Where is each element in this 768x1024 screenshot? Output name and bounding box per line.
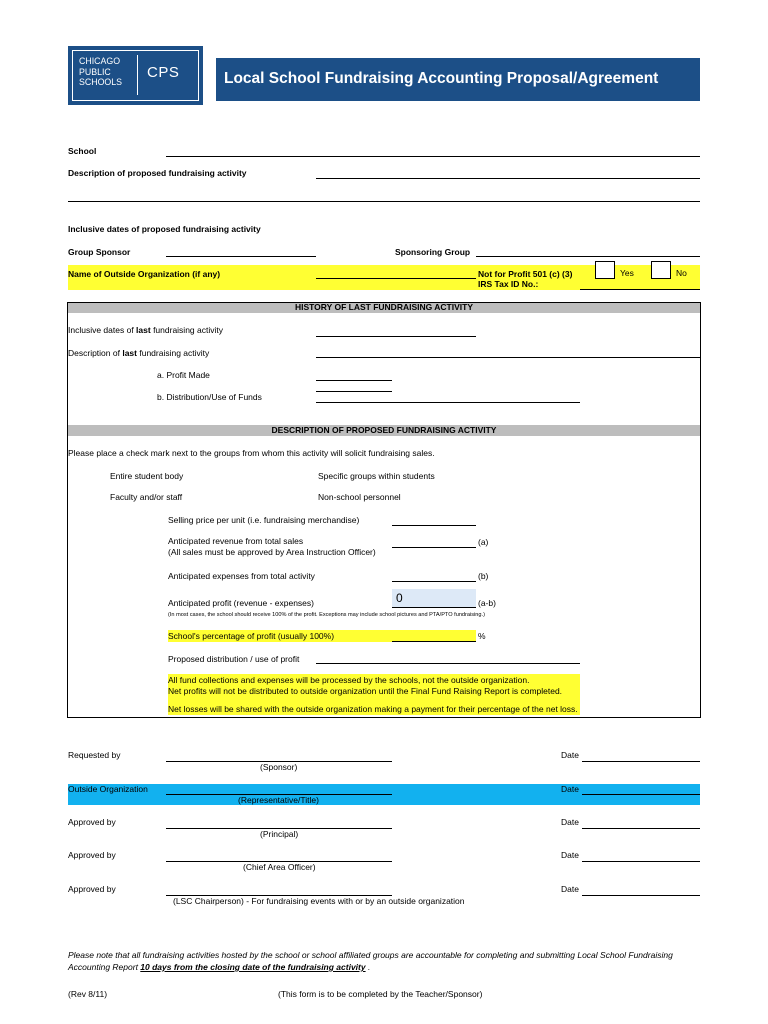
- principal-caption: (Principal): [260, 829, 299, 839]
- principal-date-field[interactable]: [582, 828, 700, 829]
- group-sponsor-label: Group Sponsor: [68, 247, 131, 257]
- outside-org-date-field[interactable]: [582, 794, 700, 795]
- description-label: Description of proposed fundraising activity: [68, 168, 247, 178]
- profit-made-field[interactable]: [316, 380, 392, 381]
- revenue-tag: (a): [478, 537, 489, 547]
- description-field[interactable]: [316, 178, 700, 179]
- note-fund-collections: All fund collections and expenses will be processed by the schools, not the outside organization.: [168, 675, 530, 685]
- requested-date-label: Date: [561, 750, 579, 760]
- entire-student-body-option[interactable]: Entire student body: [110, 471, 184, 481]
- note-net-losses: Net losses will be shared with the outside organization making a payment for their percentage of the net loss.: [168, 704, 578, 714]
- principal-date-label: Date: [561, 817, 579, 827]
- lsc-date-label: Date: [561, 884, 579, 894]
- proposed-heading: DESCRIPTION OF PROPOSED FUNDRAISING ACTIVITY: [271, 425, 497, 435]
- school-pct-field[interactable]: [392, 641, 476, 642]
- irs-tax-id-label: IRS Tax ID No.:: [478, 279, 539, 289]
- requested-by-label: Requested by: [68, 750, 121, 760]
- chief-caption: (Chief Area Officer): [243, 862, 316, 872]
- note-net-profits: Net profits will not be distributed to outside organization until the Final Fund Raising Report is completed.: [168, 686, 563, 696]
- no-checkbox[interactable]: [651, 261, 671, 279]
- profit-tag: (a-b): [478, 598, 496, 608]
- no-label: No: [676, 268, 687, 278]
- requested-date-field[interactable]: [582, 761, 700, 762]
- outside-org-label: Name of Outside Organization (if any): [68, 269, 221, 279]
- outside-org-date-label: Date: [561, 784, 579, 794]
- expenses-label: Anticipated expenses from total activity: [168, 571, 315, 581]
- profit-value-box: [392, 589, 476, 607]
- school-label: School: [68, 146, 97, 156]
- lsc-date-field[interactable]: [582, 895, 700, 896]
- chief-date-field[interactable]: [582, 861, 700, 862]
- yes-label: Yes: [620, 268, 634, 278]
- revenue-field[interactable]: [392, 547, 476, 548]
- revenue-label: Anticipated revenue from total sales: [168, 536, 304, 546]
- profit-field[interactable]: [392, 607, 476, 608]
- logo-text-chicago: CHICAGO: [79, 56, 121, 66]
- school-pct-label: School's percentage of profit (usually 100%): [168, 631, 335, 641]
- sponsoring-group-label: Sponsoring Group: [395, 247, 471, 257]
- check-instruction: Please place a check mark next to the groups from whom this activity will solicit fundraising sales.: [68, 448, 435, 458]
- completed-by-note: (This form is to be completed by the Teacher/Sponsor): [278, 989, 483, 999]
- logo-text-schools: SCHOOLS: [79, 77, 123, 87]
- profit-made-label: a. Profit Made: [157, 370, 210, 380]
- approved-lsc-label: Approved by: [68, 884, 116, 894]
- last-dates-label: Inclusive dates of last fundraising activity: [68, 325, 223, 335]
- expenses-field[interactable]: [392, 581, 476, 582]
- inclusive-dates-label: Inclusive dates of proposed fundraising activity: [68, 224, 261, 234]
- distribution-label: b. Distribution/Use of Funds: [157, 392, 262, 402]
- footer-note-line1: Please note that all fundraising activities hosted by the school or school affiliated groups are accountable for completing and submitting Local School Fundraising: [68, 950, 673, 960]
- distribution-field-short[interactable]: [316, 391, 392, 392]
- last-description-label: Description of last fundraising activity: [68, 348, 210, 358]
- not-for-profit-label: Not for Profit 501 (c) (3): [478, 269, 573, 279]
- chief-date-label: Date: [561, 850, 579, 860]
- last-dates-field[interactable]: [316, 336, 476, 337]
- distribution-field[interactable]: [316, 402, 580, 403]
- selling-price-field[interactable]: [392, 525, 476, 526]
- proposed-dist-label: Proposed distribution / use of profit: [168, 654, 300, 664]
- revenue-note: (All sales must be approved by Area Instruction Officer): [168, 547, 376, 557]
- expenses-tag: (b): [478, 571, 489, 581]
- cps-logo: [68, 46, 203, 105]
- page-title: Local School Fundraising Accounting Proposal/Agreement: [224, 70, 659, 87]
- sponsor-caption: (Sponsor): [260, 762, 298, 772]
- description-field-line2[interactable]: [68, 201, 700, 202]
- outside-org-sign-label: Outside Organization: [68, 784, 148, 794]
- footer-note-line2: Accounting Report 10 days from the closing date of the fundraising activity .: [68, 962, 371, 972]
- approved-chief-label: Approved by: [68, 850, 116, 860]
- title-bar: [216, 58, 700, 101]
- specific-groups-option[interactable]: Specific groups within students: [318, 471, 435, 481]
- logo-text-public: PUBLIC: [79, 66, 111, 77]
- yes-checkbox[interactable]: [595, 261, 615, 279]
- faculty-staff-option[interactable]: Faculty and/or staff: [110, 492, 183, 502]
- non-school-personnel-option[interactable]: Non-school personnel: [318, 492, 401, 502]
- last-description-field[interactable]: [316, 357, 700, 358]
- school-field[interactable]: [166, 156, 700, 157]
- lsc-caption: (LSC Chairperson) - For fundraising events with or by an outside organization: [173, 896, 465, 906]
- revision-label: (Rev 8/11): [68, 989, 108, 999]
- outside-org-field[interactable]: [316, 278, 476, 279]
- rep-caption: (Representative/Title): [238, 795, 319, 805]
- group-sponsor-field[interactable]: [166, 256, 316, 257]
- approved-principal-label: Approved by: [68, 817, 116, 827]
- logo-abbr: CPS: [147, 64, 180, 81]
- fundraising-section-box: [67, 302, 701, 718]
- proposed-dist-field[interactable]: [316, 663, 580, 664]
- selling-price-label: Selling price per unit (i.e. fundraising merchandise): [168, 515, 360, 525]
- irs-tax-id-field[interactable]: [580, 289, 700, 290]
- pct-sign: %: [478, 631, 486, 641]
- sponsoring-group-field[interactable]: [476, 256, 700, 257]
- profit-label: Anticipated profit (revenue - expenses): [168, 598, 314, 608]
- profit-value: 0: [396, 591, 403, 605]
- profit-note: (In most cases, the school should receive 100% of the profit. Exceptions may include school pictures and PTA/PTO fundraising.): [168, 612, 485, 618]
- history-heading: HISTORY OF LAST FUNDRAISING ACTIVITY: [294, 302, 474, 312]
